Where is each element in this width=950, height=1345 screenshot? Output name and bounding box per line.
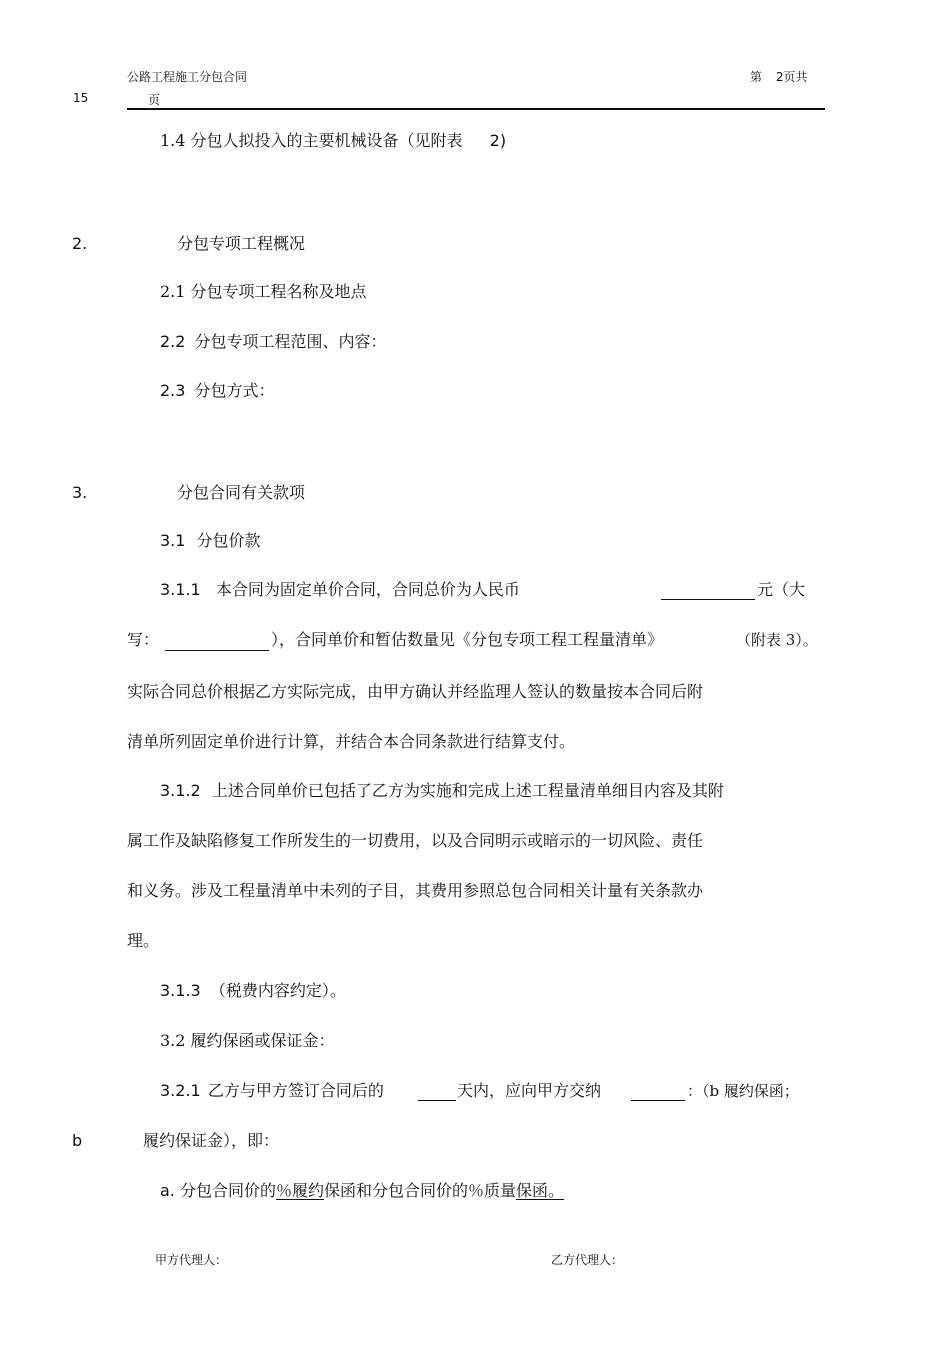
clause-3-1-1-unit: 元（大	[757, 580, 806, 599]
item-a	[160, 1180, 564, 1202]
clause-3-1-2	[160, 780, 724, 802]
clause-3-1-2-number: 3.1.2	[160, 781, 201, 800]
clause-3-1-1-line2: ），合同单价和暂估数量见《分包专项工程工程量清单》	[271, 630, 664, 649]
clause-1-4-text: 1.4 分包人拟投入的主要机械设备（见附表	[160, 131, 463, 150]
clause-3-2-1-text-a: 乙方与甲方签订合同后的	[207, 1081, 384, 1100]
clause-3-1-2-line2: 属工作及缺陷修复工作所发生的一切费用，以及合同明示或暗示的一切风险、责任	[127, 831, 704, 850]
item-a-quality: 保函。	[516, 1181, 565, 1200]
clause-2-2	[160, 331, 387, 353]
clause-3-1-2-line4: 理。	[127, 931, 160, 950]
clause-3-1	[160, 530, 261, 552]
clause-3-1-1-text: 本合同为固定单价合同，合同总价为人民币	[215, 580, 520, 599]
clause-2-2-text: 分包专项工程范围、内容：	[194, 332, 387, 351]
section-3-number: 3.	[72, 483, 88, 502]
header-page-prefix: 第	[750, 70, 763, 84]
clause-3-1-2-line3: 和义务。涉及工程量清单中未列的子目，其费用参照总包合同相关计量有关条款办	[127, 881, 704, 900]
signature-party-b: 乙方代理人：	[551, 1253, 624, 1267]
clause-3-1-1-line3: 实际合同总价根据乙方实际完成，由甲方确认并经监理人签认的数量按本合同后附	[127, 682, 704, 701]
clause-2-3	[160, 380, 275, 402]
guarantee-type-blank[interactable]	[631, 1084, 685, 1101]
clause-1-4	[160, 130, 506, 152]
signature-party-a: 甲方代理人：	[155, 1253, 228, 1267]
capital-amount-blank[interactable]	[165, 634, 269, 651]
days-blank[interactable]	[418, 1084, 456, 1101]
clause-3-2-1-text-c: ：（b 履约保函；	[687, 1082, 799, 1100]
clause-3-2-1-option-b: b	[72, 1131, 83, 1150]
clause-3-1-1-line4: 清单所列固定单价进行计算，并结合本合同条款进行结算支付。	[127, 732, 576, 751]
clause-3-1-number: 3.1	[160, 531, 186, 550]
clause-2-3-text: 分包方式：	[194, 381, 275, 400]
total-price-blank[interactable]	[661, 583, 755, 600]
clause-2-2-number: 2.2	[160, 332, 186, 351]
header-title: 公路工程施工分包合同	[127, 70, 248, 84]
clause-3-1-3-text: （税费内容约定）。	[209, 981, 346, 1000]
clause-3-1-1	[160, 579, 520, 601]
clause-3-1-3	[160, 980, 346, 1002]
item-a-text-c: 保函和分包合同价的％质量	[324, 1181, 517, 1200]
clause-3-2-1-text-b: 天内，应向甲方交纳	[457, 1081, 602, 1100]
section-3-title: 分包合同有关款项	[177, 483, 306, 502]
clause-3-2: 3.2 履约保函或保证金：	[160, 1031, 335, 1050]
header-page-suffix: 页共	[783, 70, 808, 84]
clause-2-3-number: 2.3	[160, 381, 186, 400]
clause-1-4-ref: 2)	[489, 131, 507, 150]
section-2-number: 2.	[72, 234, 88, 253]
clause-3-1-3-number: 3.1.3	[160, 981, 201, 1000]
item-a-performance: ％履约	[276, 1181, 325, 1200]
clause-3-1-text: 分包价款	[196, 531, 261, 550]
header-page-label	[750, 68, 808, 85]
item-a-number: a.	[160, 1181, 175, 1200]
header-rule	[127, 108, 825, 110]
clause-2-1: 2.1 分包专项工程名称及地点	[160, 282, 367, 301]
header-total-pages: 15	[73, 91, 89, 105]
clause-3-2-1	[160, 1080, 384, 1102]
clause-3-2-1-number: 3.2.1	[160, 1081, 201, 1100]
clause-3-2-1-line2: 履约保证金），即：	[143, 1131, 280, 1150]
clause-3-1-1-number: 3.1.1	[160, 580, 201, 599]
item-a-text-a: 分包合同价的	[179, 1181, 276, 1200]
clause-3-1-1-capital-label: 写：	[127, 630, 160, 649]
section-2-title: 分包专项工程概况	[177, 234, 306, 253]
header-page-number: 2	[775, 70, 784, 84]
clause-3-1-2-text: 上述合同单价已包括了乙方为实施和完成上述工程量清单细目内容及其附	[211, 781, 724, 800]
clause-3-1-1-appendix: （附表 3）。	[736, 631, 818, 649]
header-total-unit: 页	[148, 93, 161, 107]
